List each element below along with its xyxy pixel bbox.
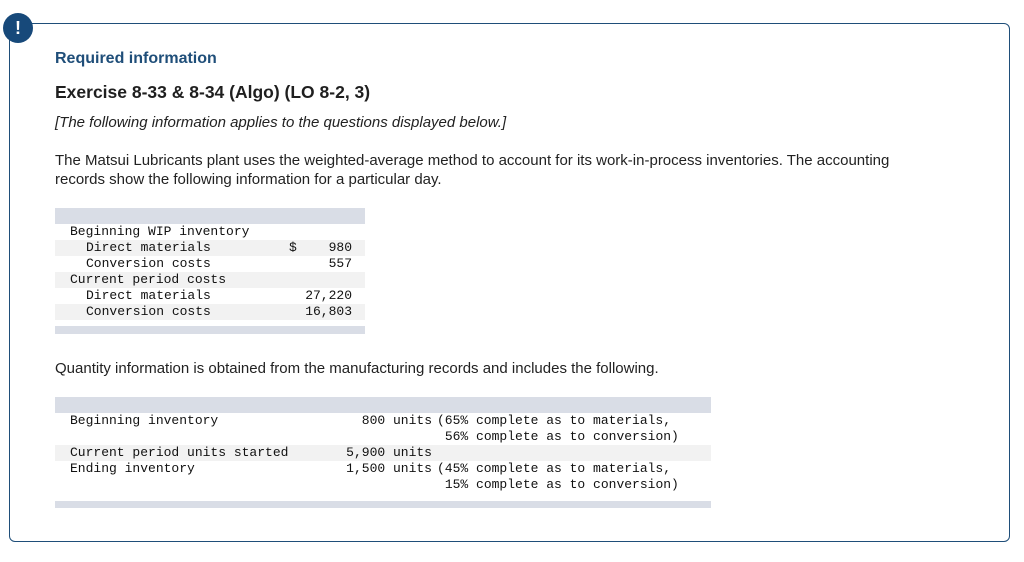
row-label: Current period units started	[70, 445, 289, 460]
row-value: 16,803	[305, 304, 352, 319]
row-detail-line1: (65% complete as to materials,	[437, 413, 672, 428]
table-row	[55, 256, 365, 272]
row-units: 800 units	[361, 413, 432, 428]
required-information-label: Required information	[55, 50, 217, 67]
currency-symbol: $	[289, 240, 297, 255]
table-row	[55, 413, 711, 445]
row-label: Direct materials	[86, 288, 211, 303]
alert-icon: !	[3, 13, 33, 43]
intro-paragraph: The Matsui Lubricants plant uses the weighted-average method to account for its work-in-process inventories. The accounting records show the following information for a particular day.	[55, 152, 890, 188]
row-value: 557	[328, 256, 352, 271]
row-label: Current period costs	[70, 272, 227, 287]
detail-text: 56% complete as to conversion)	[444, 429, 679, 444]
row-detail-line1: (45% complete as to materials,	[437, 461, 672, 476]
row-label: Direct materials	[86, 240, 211, 255]
row-label: Ending inventory	[70, 461, 195, 476]
table-row	[55, 445, 711, 461]
quantity-table	[55, 397, 711, 508]
table-row	[55, 288, 365, 304]
row-label: Beginning inventory	[70, 413, 219, 428]
exercise-title: Exercise 8-33 & 8-34 (Algo) (LO 8-2, 3)	[55, 82, 371, 102]
table-header-bar	[55, 208, 365, 224]
row-detail-line2	[437, 477, 679, 493]
row-units: 5,900 units	[346, 445, 432, 460]
table-row	[55, 240, 365, 256]
row-label: Conversion costs	[86, 304, 211, 319]
table-row	[55, 461, 711, 493]
cost-table	[55, 208, 365, 334]
table-row	[55, 224, 365, 240]
table-footer-bar	[55, 501, 711, 508]
row-label: Conversion costs	[86, 256, 211, 271]
table-row	[55, 272, 365, 288]
row-label: Beginning WIP inventory	[70, 224, 250, 239]
table-row	[55, 304, 365, 320]
row-value: 980	[328, 240, 352, 255]
quantity-paragraph: Quantity information is obtained from the manufacturing records and includes the following.	[55, 360, 659, 377]
table-footer-bar	[55, 326, 365, 334]
row-units: 1,500 units	[346, 461, 432, 476]
row-detail-line2	[437, 429, 679, 445]
table-header-bar	[55, 397, 711, 413]
row-value: 27,220	[305, 288, 352, 303]
detail-text: 15% complete as to conversion)	[444, 477, 679, 492]
applies-note: [The following information applies to the questions displayed below.]	[55, 114, 507, 131]
